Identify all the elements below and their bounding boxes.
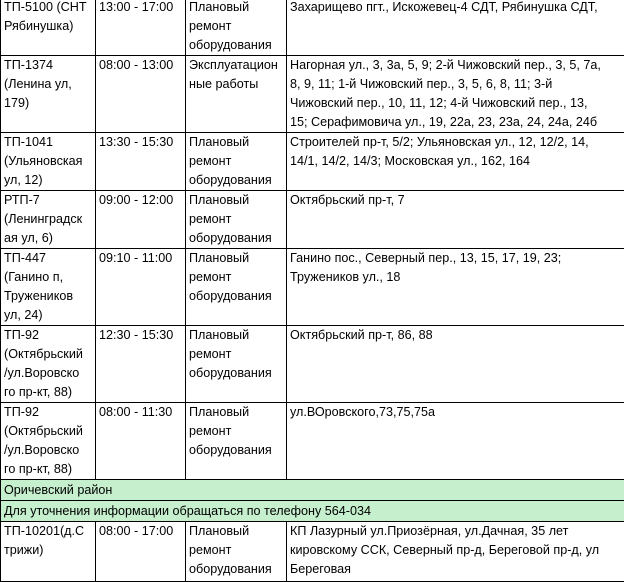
district-name: Оричевский район [1,480,624,501]
reason-cell: Плановый ремонт оборудования [186,191,287,249]
time-cell: 13:30 - 15:30 [96,133,186,191]
addresses-cell: Октябрьский пр-т, 86, 88 [287,326,624,403]
reason-cell: Плановый ремонт оборудования [186,249,287,326]
table-row [1,403,624,480]
addresses-cell: Октябрьский пр-т, 7 [287,191,624,249]
reason-cell: Эксплуатацион ные работы [186,56,287,133]
substation-cell: ТП-92 (Октябрьский /ул.Воровско го пр-кт, 88) [1,326,96,403]
substation-cell: ТП-5100 (СНТ Рябинушка) [1,0,96,56]
reason-cell: Плановый ремонт оборудования [186,403,287,480]
substation-cell: РТП-7 (Ленинградск ая ул, 6) [1,191,96,249]
reason-cell: Плановый ремонт оборудования [186,522,287,582]
substation-cell: ТП-447 (Ганино п, Тружеников ул, 24) [1,249,96,326]
time-cell: 08:00 - 17:00 [96,522,186,582]
table-row [1,133,624,191]
addresses-cell: КП Лазурный ул.Приозёрная, ул.Дачная, 35 лет кировскому ССК, Северный пр-д, Береговой пр-д, ул Береговая [287,522,624,582]
substation-cell: ТП-92 (Октябрьский /ул.Воровско го пр-кт, 88) [1,403,96,480]
table-row [1,56,624,133]
reason-cell: Плановый ремонт оборудования [186,0,287,56]
time-cell: 12:30 - 15:30 [96,326,186,403]
table-row [1,522,624,582]
substation-cell: ТП-1041 (Ульяновская ул, 12) [1,133,96,191]
table-row [1,191,624,249]
addresses-cell: Захарищево пгт., Искожевец-4 СДТ, Рябинушка СДТ, [287,0,624,56]
addresses-cell: Ганино пос., Северный пер., 13, 15, 17, 19, 23; Тружеников ул., 18 [287,249,624,326]
time-cell: 09:10 - 11:00 [96,249,186,326]
reason-cell: Плановый ремонт оборудования [186,326,287,403]
time-cell: 09:00 - 12:00 [96,191,186,249]
time-cell: 08:00 - 13:00 [96,56,186,133]
table-row [1,326,624,403]
addresses-cell: Нагорная ул., 3, 3а, 5, 9; 2-й Чижовский пер., 3, 5, 7а, 8, 9, 11; 1-й Чижовский пер., 3, 5, 6, 8, 11; 3-й Чижовский пер., 10, 11, 12; 4-й Чижовский пер., 13, 15; Серафимовича ул., 19, 22а, 23, 23а, 24, 24а, 24б [287,56,624,133]
table-row [1,0,624,56]
substation-cell: ТП-10201(д.С трижи) [1,522,96,582]
phone-note: Для уточнения информации обращаться по телефону 564-034 [1,501,624,522]
addresses-cell: Строителей пр-т, 5/2; Ульяновская ул., 12, 12/2, 14, 14/1, 14/2, 14/3; Московская ул., 162, 164 [287,133,624,191]
addresses-cell: ул.ВОровского,73,75,75а [287,403,624,480]
time-cell: 13:00 - 17:00 [96,0,186,56]
substation-cell: ТП-1374 (Ленина ул, 179) [1,56,96,133]
time-cell: 08:00 - 11:30 [96,403,186,480]
table-row [1,249,624,326]
district-header-row [1,480,624,501]
phone-note-row [1,501,624,522]
reason-cell: Плановый ремонт оборудования [186,133,287,191]
